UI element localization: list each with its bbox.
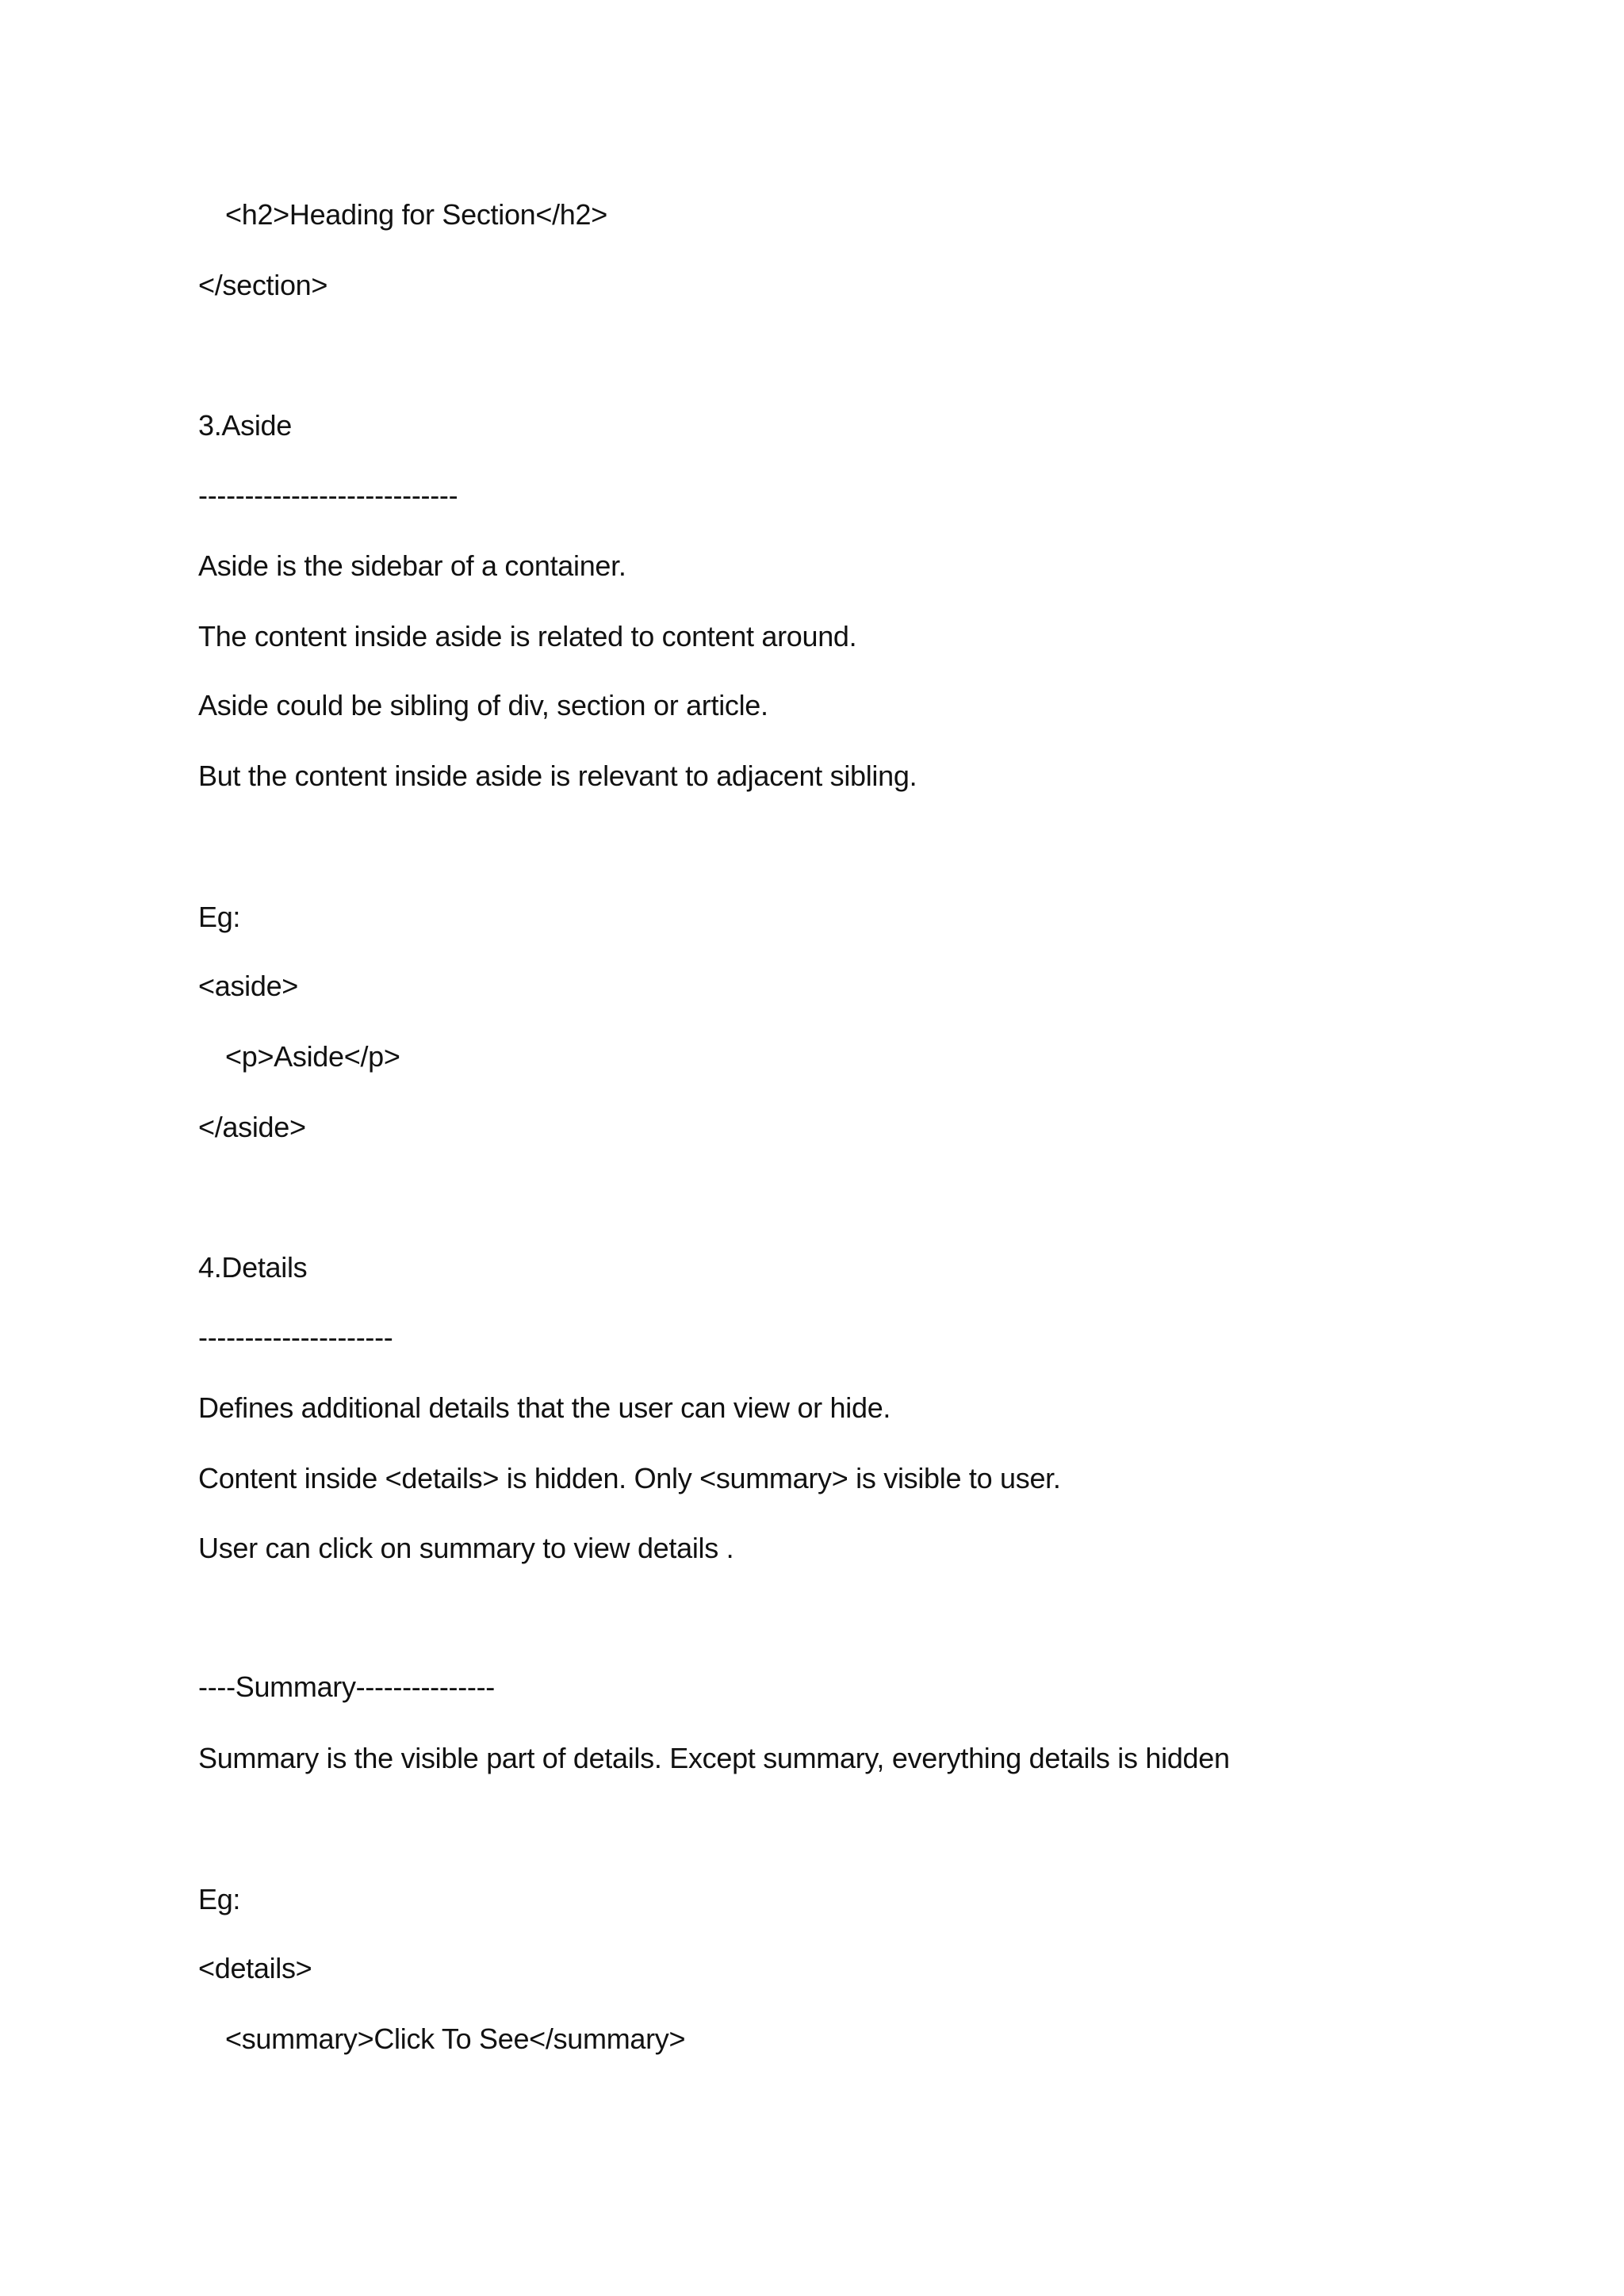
code-line-h2-heading: <h2>Heading for Section</h2> xyxy=(225,198,607,231)
divider-line: ---------------------------- xyxy=(198,479,458,511)
code-line-aside-open: <aside> xyxy=(198,970,299,1002)
code-line-details-open: <details> xyxy=(198,1952,312,1984)
paragraph-line: Aside could be sibling of div, section or article. xyxy=(198,689,768,721)
section-heading-aside: 3.Aside xyxy=(198,409,292,442)
example-label: Eg: xyxy=(198,901,241,933)
code-line-aside-close: </aside> xyxy=(198,1111,306,1143)
code-line-paragraph: <p>Aside</p> xyxy=(225,1040,400,1073)
section-heading-details: 4.Details xyxy=(198,1251,308,1284)
paragraph-line: The content inside aside is related to content around. xyxy=(198,620,857,652)
paragraph-line: But the content inside aside is relevant to adjacent sibling. xyxy=(198,760,917,792)
subheading-summary: ----Summary--------------- xyxy=(198,1670,495,1703)
paragraph-line: Aside is the sidebar of a container. xyxy=(198,549,626,582)
code-line-section-close: </section> xyxy=(198,269,328,301)
code-line-summary: <summary>Click To See</summary> xyxy=(225,2022,686,2055)
divider-line: --------------------- xyxy=(198,1321,393,1353)
paragraph-line: User can click on summary to view details . xyxy=(198,1532,734,1564)
paragraph-line: Summary is the visible part of details. Except summary, everything details is hidden xyxy=(198,1742,1230,1774)
paragraph-line: Content inside <details> is hidden. Only <summary> is visible to user. xyxy=(198,1462,1061,1494)
example-label: Eg: xyxy=(198,1883,241,1915)
paragraph-line: Defines additional details that the user can view or hide. xyxy=(198,1391,891,1424)
